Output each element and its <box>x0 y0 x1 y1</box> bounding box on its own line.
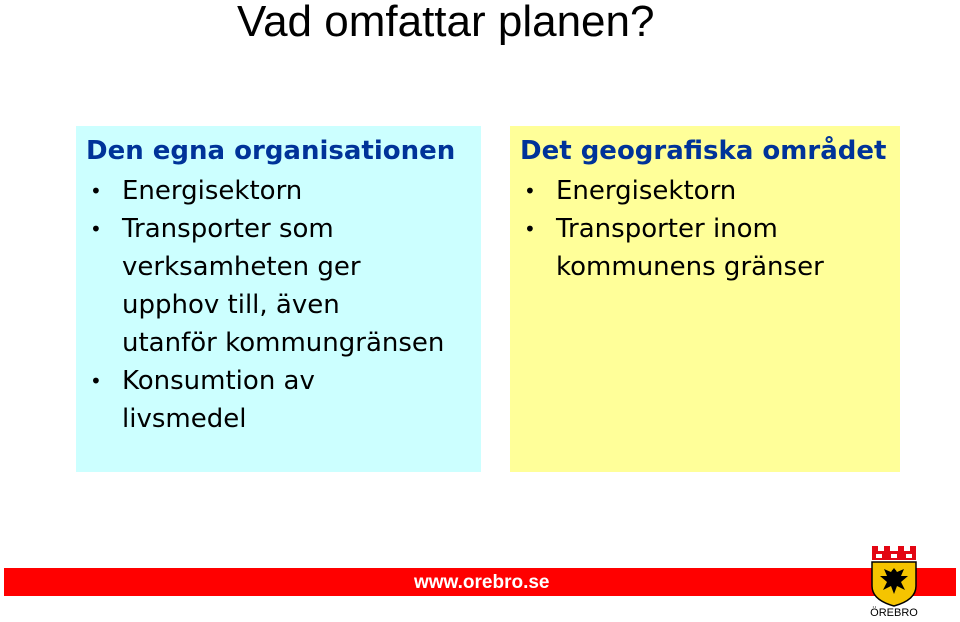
bullet-icon: • <box>90 369 102 393</box>
bullet-icon: • <box>524 179 536 203</box>
list-item <box>76 210 481 248</box>
logo-text: ÖREBRO <box>870 607 918 619</box>
left-box <box>76 126 481 472</box>
list-item <box>76 172 481 210</box>
list-item-text: Transporter inom <box>556 214 778 244</box>
list-item-continuation <box>76 324 481 362</box>
right-box <box>510 126 900 472</box>
left-box-heading: Den egna organisationen <box>86 136 456 166</box>
list-item-continuation <box>76 248 481 286</box>
list-item-continuation <box>76 286 481 324</box>
list-item-text: kommunens gränser <box>556 252 824 282</box>
list-item-text: Energisektorn <box>556 176 737 206</box>
list-item-text: livsmedel <box>122 404 247 434</box>
list-item-text: Konsumtion av <box>122 366 315 396</box>
list-item-text: Transporter som <box>122 214 334 244</box>
list-item <box>510 210 900 248</box>
list-item-text: verksamheten ger <box>122 252 361 282</box>
list-item <box>510 172 900 210</box>
slide-title: Vad omfattar planen? <box>237 0 655 46</box>
right-box-heading: Det geografiska området <box>520 136 887 166</box>
right-box-list <box>510 172 900 286</box>
list-item-text: upphov till, även <box>122 290 340 320</box>
list-item-text: utanför kommungränsen <box>122 328 445 358</box>
bullet-icon: • <box>524 217 536 241</box>
list-item-continuation <box>76 400 481 438</box>
list-item-continuation <box>510 248 900 286</box>
list-item-text: Energisektorn <box>122 176 303 206</box>
footer-url-link[interactable]: www.orebro.se <box>414 572 550 593</box>
left-box-list <box>76 172 481 438</box>
bullet-icon: • <box>90 179 102 203</box>
list-item <box>76 362 481 400</box>
bullet-icon: • <box>90 217 102 241</box>
